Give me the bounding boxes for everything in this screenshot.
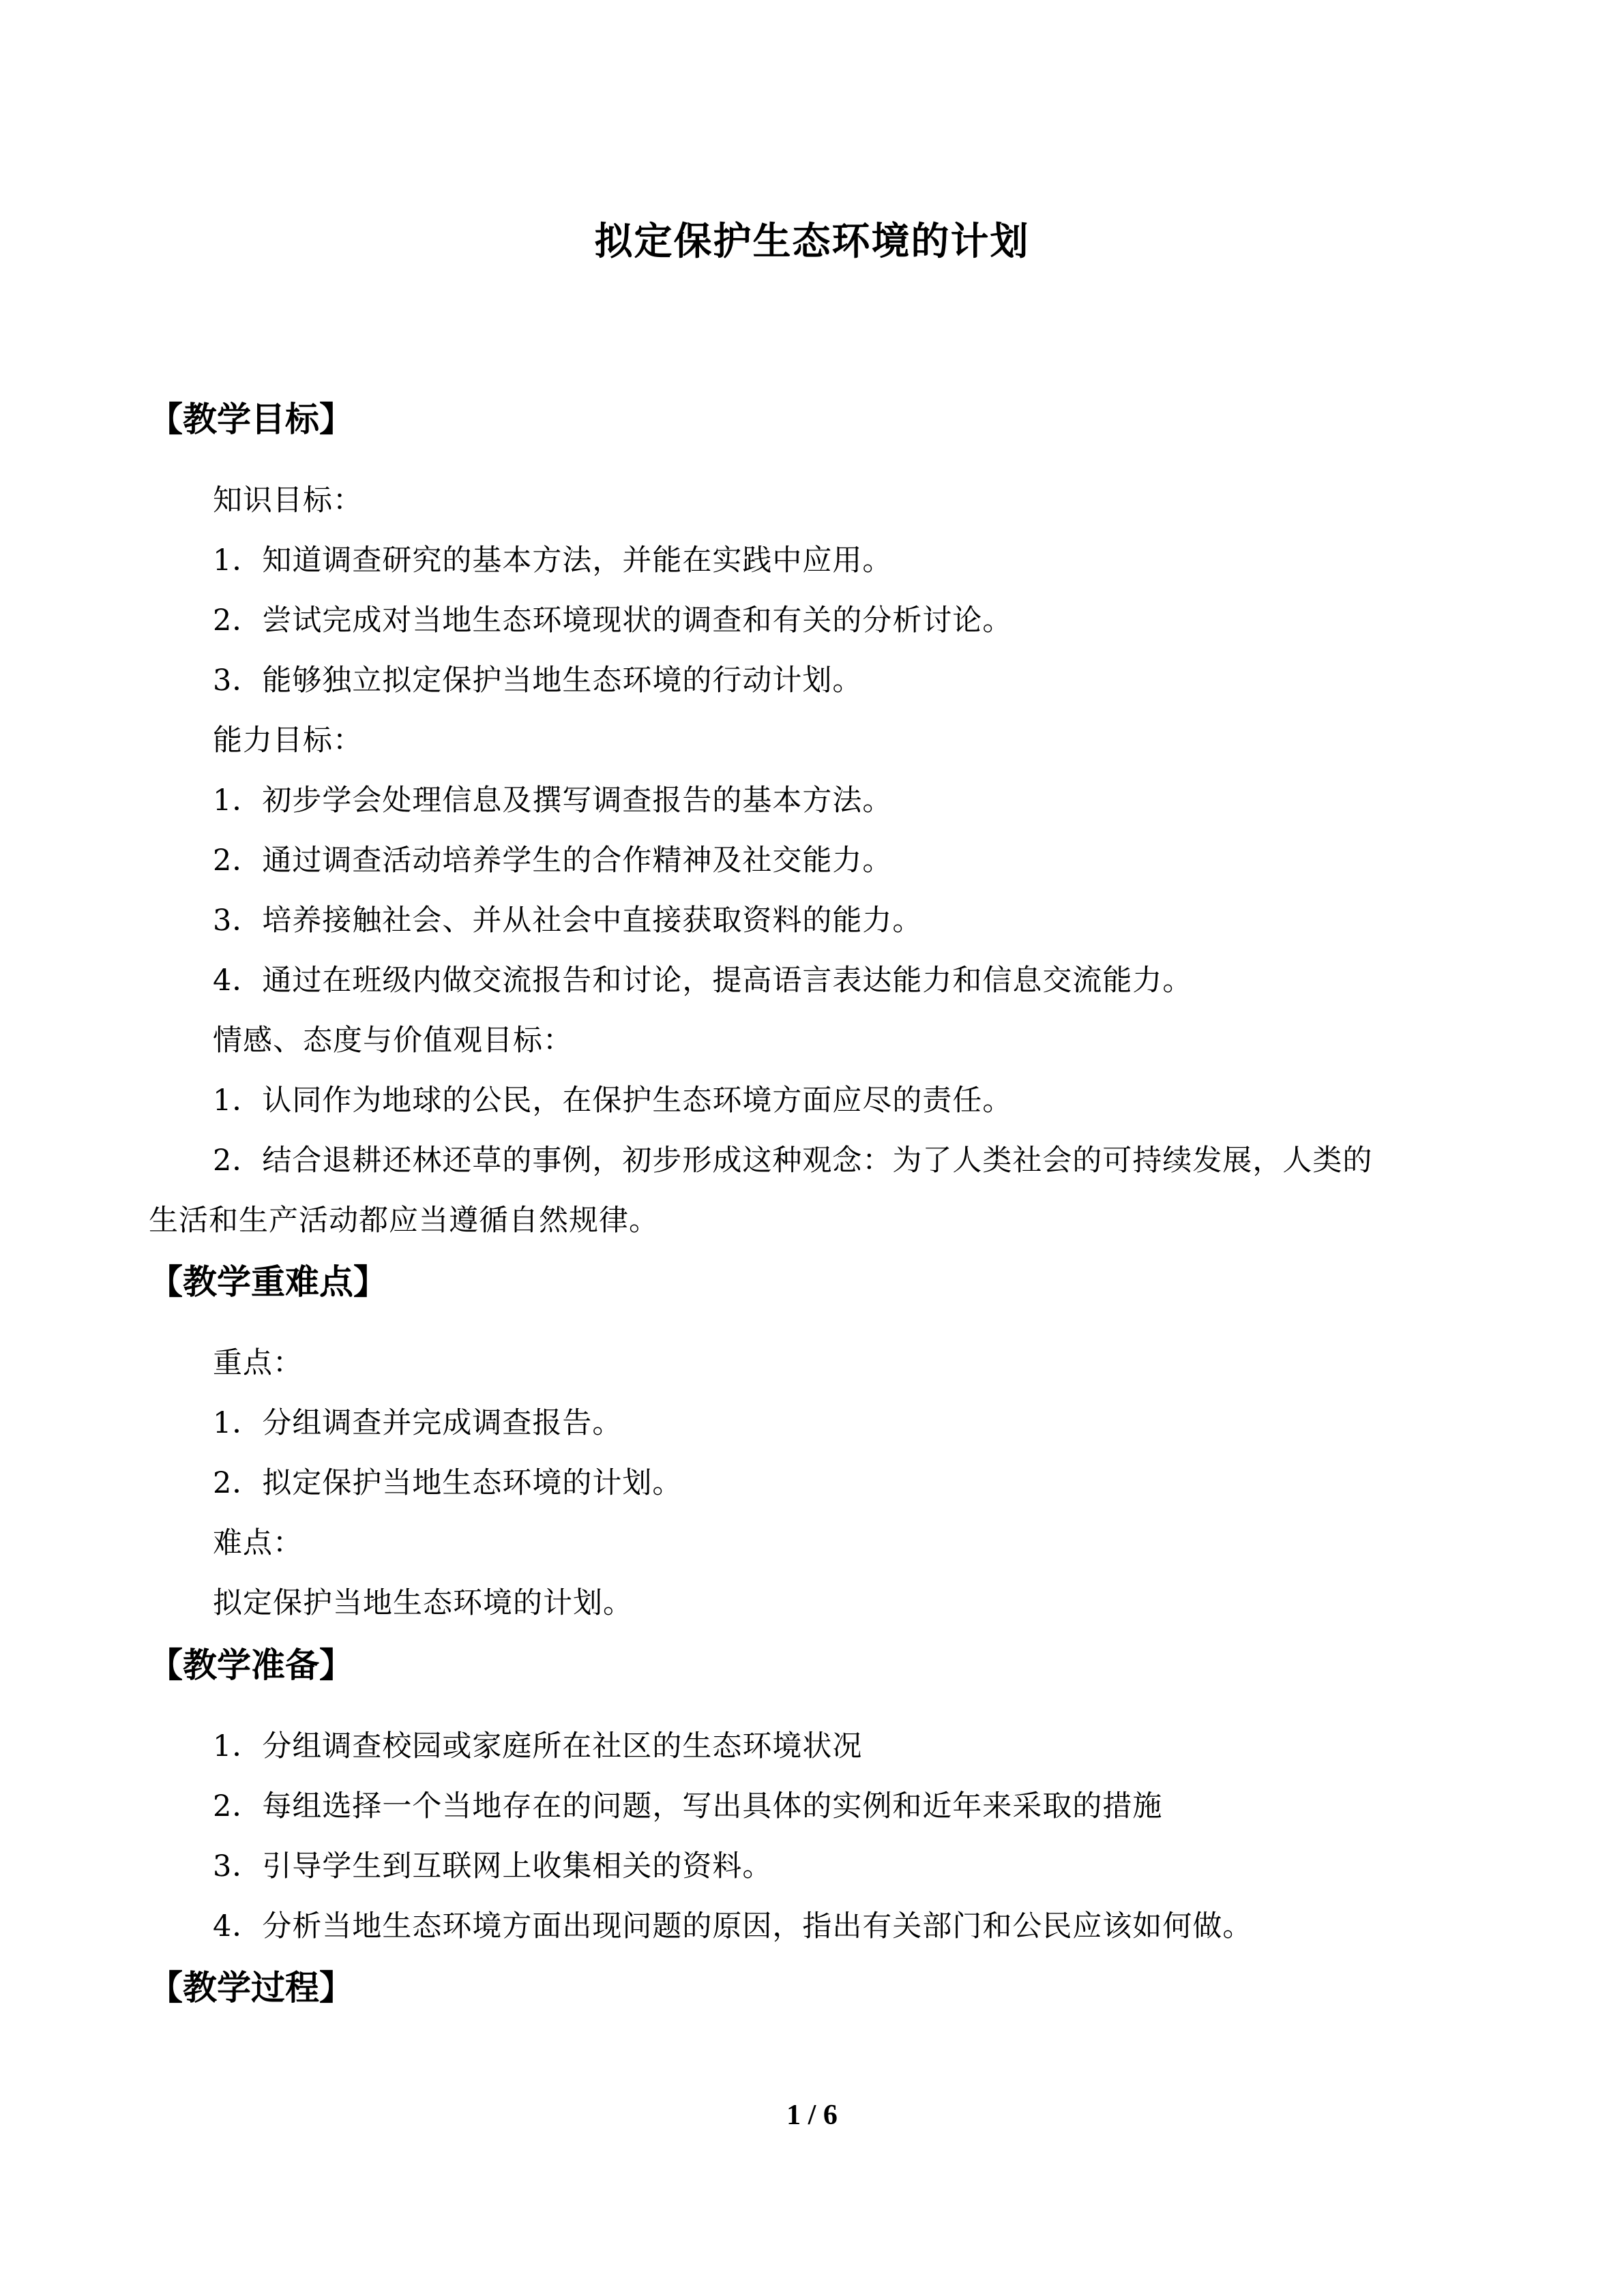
emotion-objective-2-line-1: 2．结合退耕还林还草的事例，初步形成这种观念：为了人类社会的可持续发展，人类的 (213, 1144, 1373, 1178)
preparation-item-4: 4．分析当地生态环境方面出现问题的原因，指出有关部门和公民应该如何做。 (213, 1909, 1253, 1943)
knowledge-objectives-label: 知识目标： (213, 483, 363, 518)
page-number: 1 / 6 (786, 2100, 838, 2131)
section-heading-preparation: 【教学准备】 (149, 1645, 353, 1685)
emotion-objectives-label: 情感、态度与价值观目标： (213, 1024, 573, 1058)
section-heading-process: 【教学过程】 (149, 1967, 353, 2008)
document-title: 拟定保护生态环境的计划 (594, 219, 1030, 264)
preparation-item-1: 1．分组调查校园或家庭所在社区的生态环境状况 (213, 1729, 863, 1763)
section-heading-objectives: 【教学目标】 (149, 399, 353, 439)
difficulty-label: 难点： (213, 1526, 303, 1560)
section-heading-key-points: 【教学重难点】 (149, 1262, 387, 1302)
ability-objectives-label: 能力目标： (213, 724, 363, 758)
emotion-objective-1: 1．认同作为地球的公民，在保护生态环境方面应尽的责任。 (213, 1084, 1013, 1118)
ability-objective-2: 2．通过调查活动培养学生的合作精神及社交能力。 (213, 844, 893, 878)
knowledge-objective-3: 3．能够独立拟定保护当地生态环境的行动计划。 (213, 664, 863, 698)
focus-item-2: 2．拟定保护当地生态环境的计划。 (213, 1466, 683, 1500)
ability-objective-1: 1．初步学会处理信息及撰写调查报告的基本方法。 (213, 784, 893, 818)
ability-objective-4: 4．通过在班级内做交流报告和讨论，提高语言表达能力和信息交流能力。 (213, 964, 1193, 998)
focus-item-1: 1．分组调查并完成调查报告。 (213, 1406, 623, 1440)
preparation-item-2: 2．每组选择一个当地存在的问题，写出具体的实例和近年来采取的措施 (213, 1789, 1163, 1823)
emotion-objective-2-line-2: 生活和生产活动都应当遵循自然规律。 (149, 1204, 659, 1238)
focus-label: 重点： (213, 1346, 303, 1380)
difficulty-item-1: 拟定保护当地生态环境的计划。 (213, 1586, 633, 1620)
ability-objective-3: 3．培养接触社会、并从社会中直接获取资料的能力。 (213, 904, 923, 938)
knowledge-objective-2: 2．尝试完成对当地生态环境现状的调查和有关的分析讨论。 (213, 603, 1013, 638)
preparation-item-3: 3．引导学生到互联网上收集相关的资料。 (213, 1849, 773, 1883)
knowledge-objective-1: 1．知道调查研究的基本方法，并能在实践中应用。 (213, 543, 893, 578)
